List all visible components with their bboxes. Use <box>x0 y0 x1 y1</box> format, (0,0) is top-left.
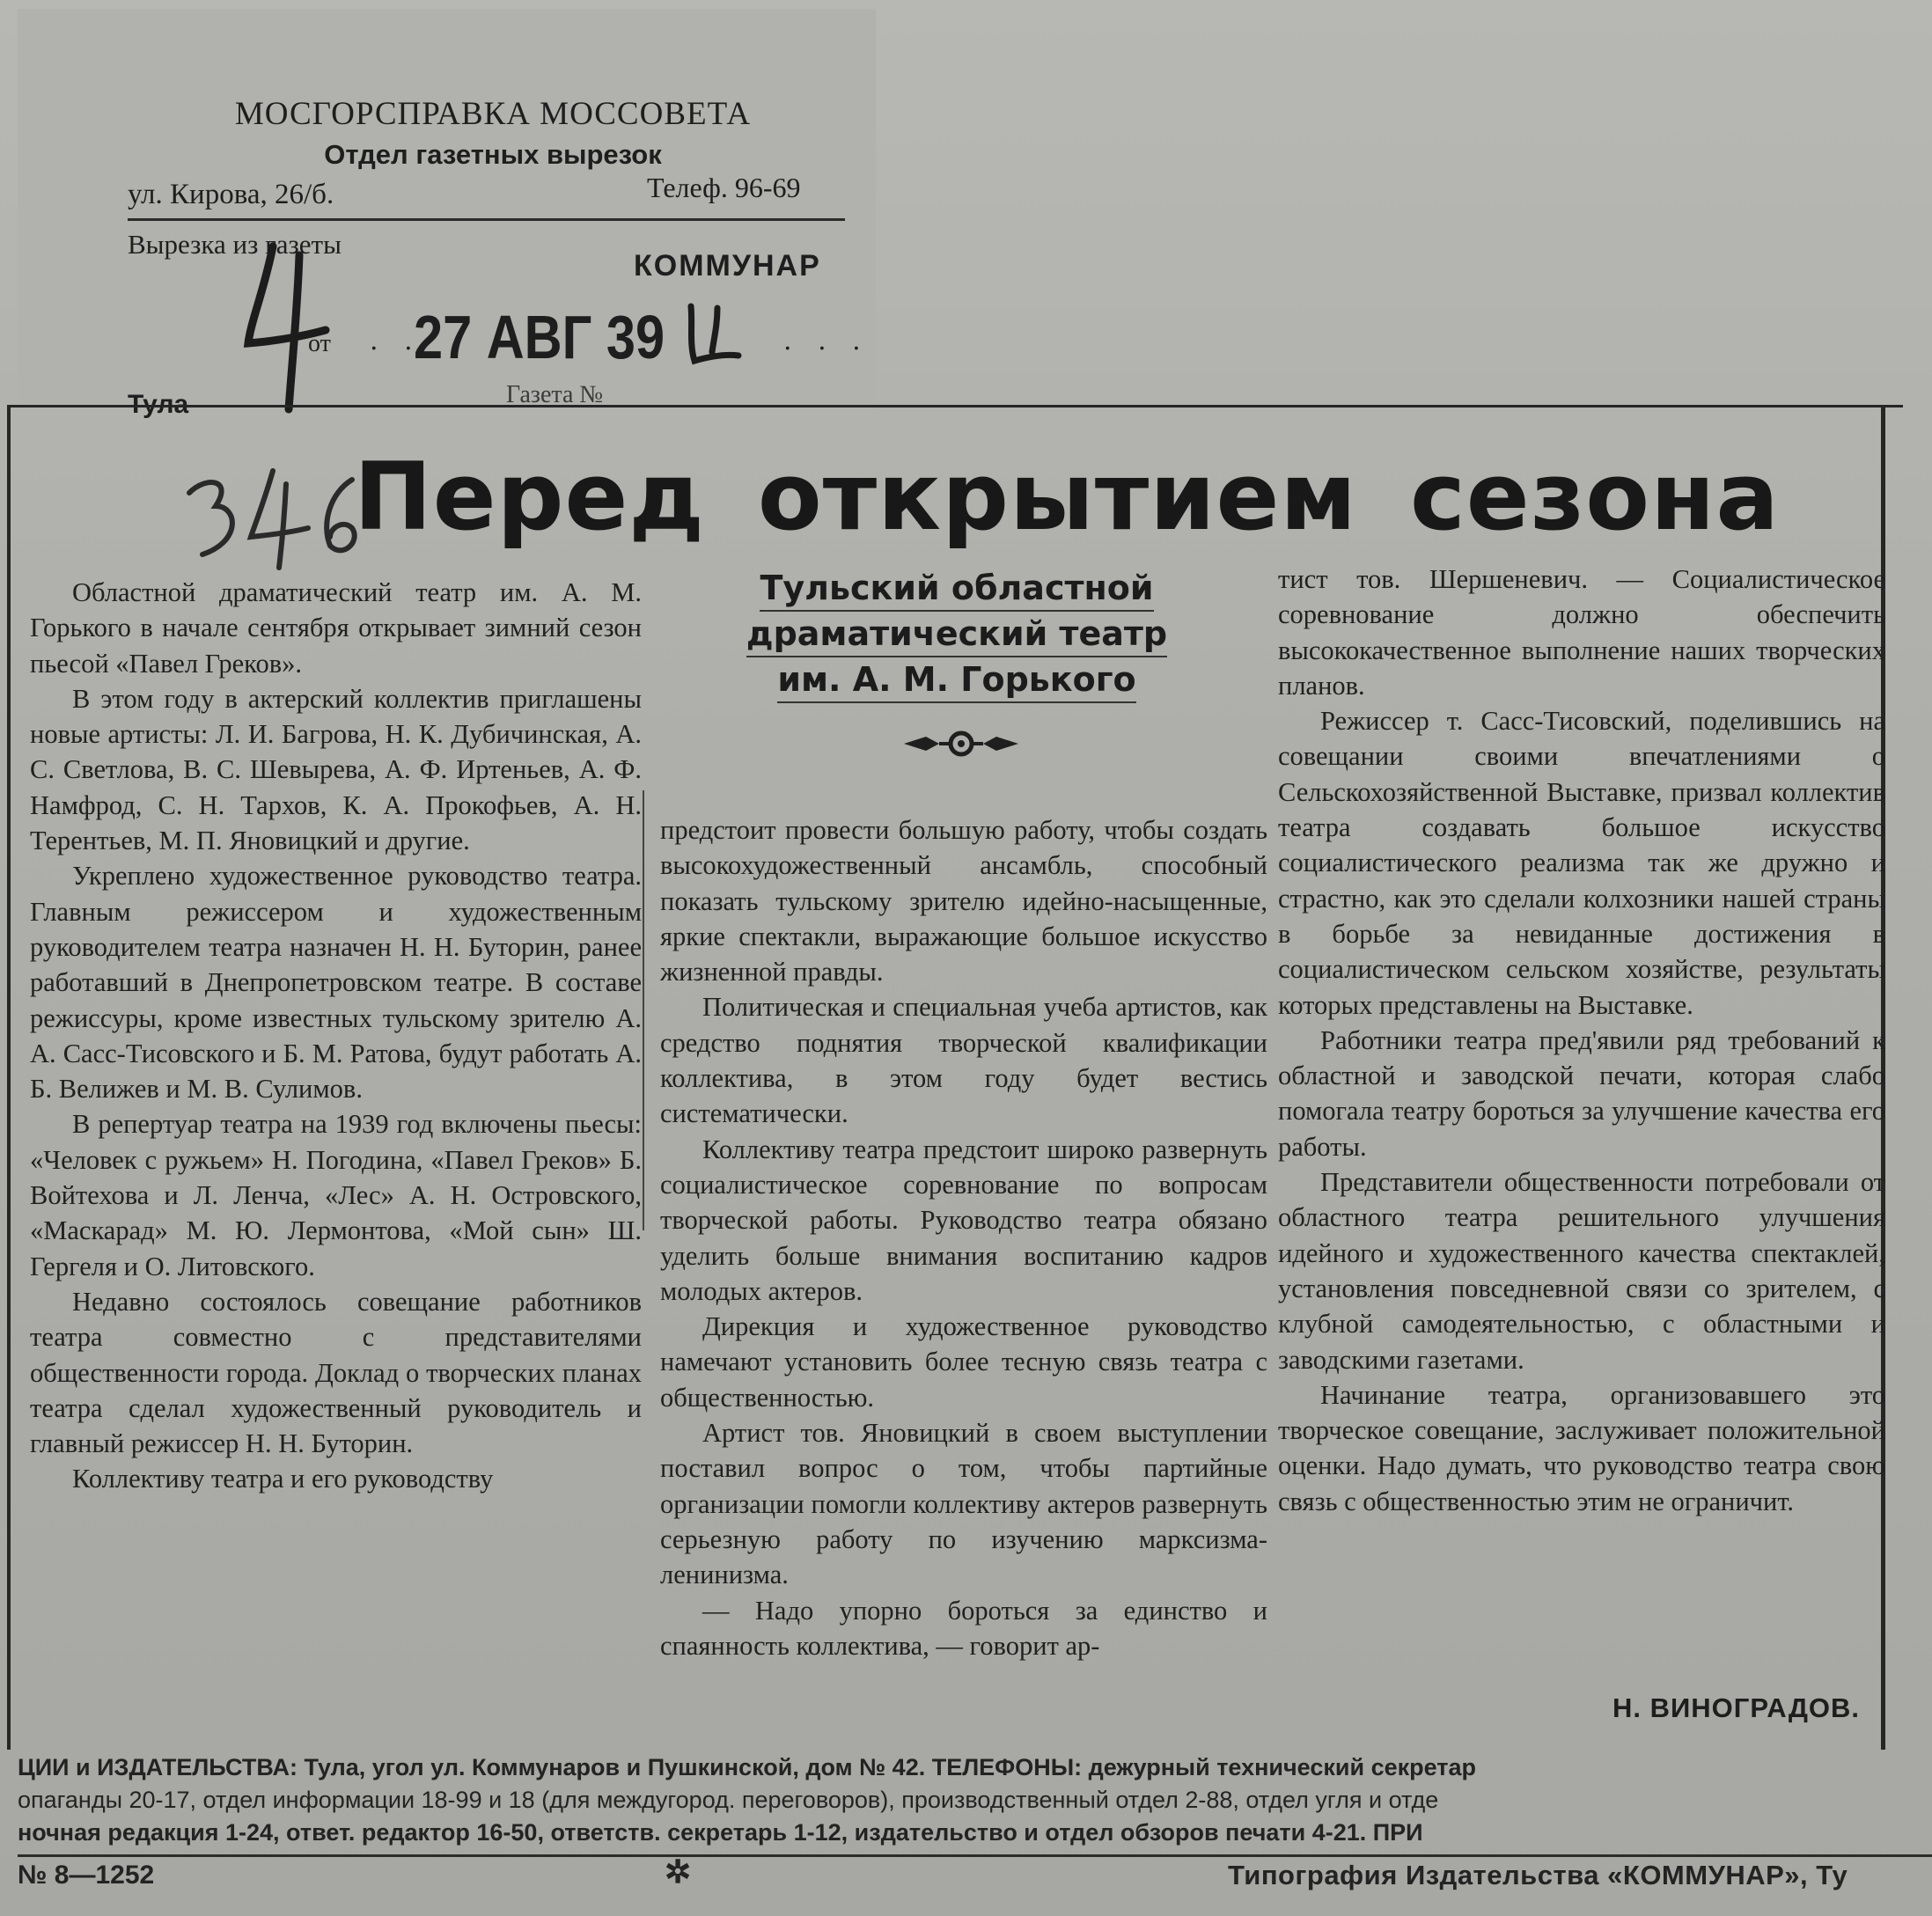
article <box>7 405 1903 1750</box>
decorative-ornament-icon <box>900 726 1023 761</box>
stamp-clipping-label: Вырезка из газеты <box>128 229 342 260</box>
paragraph: Укреплено художественное руководство театра. Главным режиссером и художественным руководителем театра назначен Н. Н. Буторин, ранее работавший в Днепропетровском театре. В составе режиссуры, кроме известных тульскому зрителю А. А. Сасс-Тисовского и Б. М. Ратова, будут работать А. Б. Велижев и М. В. Сулимов. <box>30 861 642 1105</box>
stamp-from-label: от <box>308 330 331 357</box>
star-ornament-icon: ✲ <box>665 1854 692 1890</box>
newspaper-imprint <box>18 1751 1932 1890</box>
article-column-3 <box>1278 562 1885 1519</box>
stamp-organization: МОСГОРСПРАВКА МОССОВЕТА <box>234 96 752 132</box>
stamp-gazeta-label: Газета № <box>506 381 604 408</box>
paragraph: Недавно состоялось совещание работников театра совместно с представителями общественности города. Доклад о творческих планах театра сделал художественный руководитель и главный режиссер Н. Н. Буторин. <box>30 1286 642 1459</box>
imprint-divider <box>18 1854 1932 1857</box>
paragraph: Артист тов. Яновицкий в своем выступлении поставил вопрос о том, чтобы партийные организации помогли коллективу актеров развернуть серьезную работу по изучению марксизма-ленинизма. <box>660 1418 1267 1590</box>
imprint-line: ночная редакция 1-24, ответ. редактор 16-50, ответств. секретарь 1-12, издательство и отдел обзоров печати 4-21. ПРИ <box>18 1819 1423 1846</box>
subheading-line: им. А. М. Горького <box>777 657 1135 703</box>
column-divider <box>643 790 644 1230</box>
stamp-newspaper-name: КОММУНАР <box>634 249 821 283</box>
paragraph: В этом году в актерский коллектив приглашены новые артисты: Л. И. Багрова, Н. К. Дубичинская, А. С. Светлова, В. С. Шевырева, А. Ф. Иртеньев, А. Ф. Намфрод, С. Н. Тархов, К. А. Прокофьев, А. Н. Терентьев, М. П. Яновицкий и другие. <box>30 683 642 856</box>
stamp-divider <box>128 218 845 221</box>
stamp-date: 27 АВГ 39 <box>414 303 665 371</box>
subheading-line: Тульский областной <box>760 566 1153 612</box>
stamp-city: Тула <box>128 390 189 419</box>
paragraph: Представители общественности потребовали от областного театра решительного улучшения идейного и художественного качества спектаклей, установления повседневной связи со зрителем, с клубной самодеятельностью, с областными и заводскими газетами. <box>1278 1167 1885 1375</box>
paragraph: Областной драматический театр им. А. М. Горького в начале сентября открывает зимний сезон пьесой «Павел Греков». <box>30 577 642 679</box>
imprint-line: ЦИИ и ИЗДАТЕЛЬСТВА: Тула, угол ул. Коммунаров и Пушкинской, дом № 42. ТЕЛЕФОНЫ: дежурный технический секретар <box>18 1754 1476 1780</box>
subheading-line: драматический театр <box>746 612 1167 657</box>
paragraph: Начинание театра, организовавшего это творческое совещание, заслуживает положительной оценки. Надо думать, что руководство театра свою связь с общественностью этим не ограничит. <box>1278 1379 1885 1516</box>
stamp-dots-left: . . <box>370 326 422 356</box>
article-column-2 <box>660 812 1267 1663</box>
imprint-line: опаганды 20-17, отдел информации 18-99 и 18 (для междугород. переговоров), производственный отдел 2-88, отдел угля и отде <box>18 1787 1439 1813</box>
clipping-stamp <box>18 9 876 419</box>
imprint-printer: Типография Издательства «КОММУНАР», Ту <box>1228 1860 1848 1890</box>
article-headline: Перед открытием сезона <box>354 443 1780 551</box>
paragraph: тист тов. Шершеневич. — Социалистическое соревнование должно обеспечить высококачественное выполнение наших творческих планов. <box>1278 564 1885 701</box>
imprint-order-number: № 8—1252 <box>18 1861 155 1890</box>
paragraph: — Надо упорно бороться за единство и спаянность коллектива, — говорит ар- <box>660 1595 1267 1661</box>
paragraph: Режиссер т. Сасс-Тисовский, поделившись на совещании своими впечатлениями о Сельскохозяйственной Выставке, призвал коллектив театра создавать большое искусство социалистического реализма так же дружно и страстно, как это сделали колхозники нашей страны в борьбе за невиданные достижения в социалистическом сельском хозяйстве, результаты которых представлены на Выставке. <box>1278 706 1885 1020</box>
paragraph: Работники театра пред'явили ряд требований к областной и заводской печати, которая слабо помогала театру бороться за улучшение качества его работы. <box>1278 1024 1885 1162</box>
stamp-dots-right: . . . <box>783 326 870 356</box>
paragraph: Политическая и специальная учеба артистов, как средство поднятия творческой квалификации коллектива, в этом году будет вестись систематически. <box>660 992 1267 1129</box>
stamp-department: Отдел газетных вырезок <box>324 139 662 170</box>
paragraph: Дирекция и художественное руководство намечают установить более тесную связь театра с общественностью. <box>660 1311 1267 1413</box>
paragraph: В репертуар театра на 1939 год включены пьесы: «Человек с ружьем» Н. Погодина, «Павел Греков» Б. Войтехова и Л. Ленча, «Лес» А. Н. Островского, «Маскарад» М. Ю. Лермонтова, «Мой сын» Ш. Гергеля и О. Литовского. <box>30 1109 642 1281</box>
stamp-phone: Телеф. 96-69 <box>647 172 801 203</box>
stamp-address: ул. Кирова, 26/б. <box>128 179 334 210</box>
paragraph: предстоит провести большую работу, чтобы создать высокохудожественный ансамбль, способный показать тульскому зрителю идейно-насыщенные, яркие спектакли, выражающие большое искусство жизненной правды. <box>660 815 1267 987</box>
article-column-1 <box>30 575 642 1497</box>
paragraph: Коллективу театра и его руководству <box>72 1464 494 1494</box>
article-subheading <box>706 566 1208 703</box>
paragraph: Коллективу театра предстоит широко развернуть социалистическое соревнование по вопросам творческой работы. Руководство театра обязано уделить больше внимания воспитанию кадров молодых актеров. <box>660 1134 1267 1306</box>
article-signature: Н. ВИНОГРАДОВ. <box>1612 1692 1861 1723</box>
